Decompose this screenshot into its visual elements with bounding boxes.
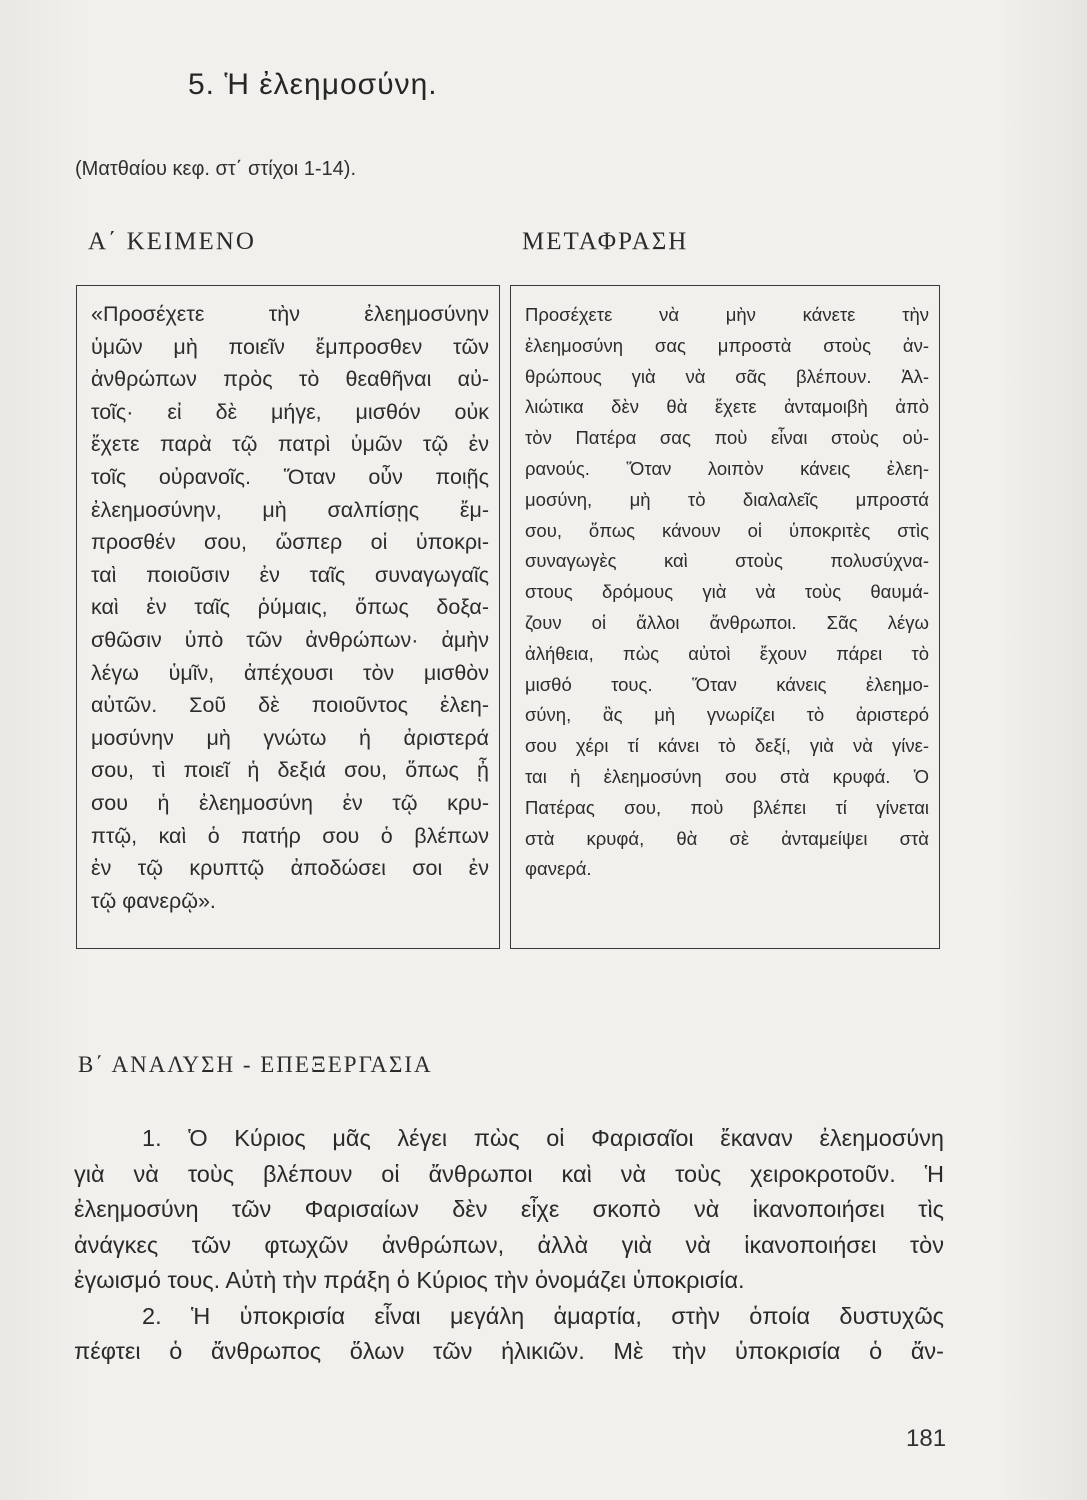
translation-line: ἀλήθεια, πὼς αὐτοὶ ἔχουν πάρει τὸ	[525, 642, 929, 664]
text-line: σου ἡ ἐλεημοσύνη ἐν τῷ κρυ-	[91, 790, 489, 815]
translation-line: λιώτικα δὲν θὰ ἔχετε ἀνταμοιβὴ ἀπὸ	[525, 396, 929, 418]
translation-line: ται ἡ ἐλεημοσύνη σου στὰ κρυφά. Ὁ	[525, 765, 929, 787]
analysis-line: ἐλεημοσύνη τῶν Φαρισαίων δὲν εἶχε σκοπὸ νὰ ἱκανοποιήσει τὶς	[74, 1196, 944, 1222]
original-text-box	[76, 285, 500, 949]
translation-line: σύνη, ἂς μὴ γνωρίζει τὸ ἀριστερό	[525, 704, 929, 726]
translation-line: μοσύνη, μὴ τὸ διαλαλεῖς μπροστά	[525, 488, 929, 510]
text-line: ἔχετε παρὰ τῷ πατρὶ ὑμῶν τῷ ἐν	[91, 432, 489, 457]
translation-line: στὰ κρυφά, θὰ σὲ ἀνταμείψει στὰ	[525, 827, 929, 849]
text-line: σθῶσιν ὑπὸ τῶν ἀνθρώπων· ἀμὴν	[91, 627, 489, 652]
analysis-heading: Β΄ ΑΝΑΛΥΣΗ - ΕΠΕΞΕΡΓΑΣΙΑ	[78, 1052, 433, 1077]
translation-box	[510, 285, 940, 949]
text-line: τοῖς· εἰ δὲ μήγε, μισθόν οὐκ	[91, 399, 489, 424]
text-line: ἐν τῷ κρυπτῷ ἀποδώσει σοι ἐν	[91, 856, 489, 881]
translation-line: σου χέρι τί κάνει τὸ δεξί, γιὰ νὰ γίνε-	[525, 735, 929, 757]
analysis-line: ἀνάγκες τῶν φτωχῶν ἀνθρώπων, ἀλλὰ γιὰ νὰ ἱκανοποιήσει τὸν	[74, 1231, 944, 1258]
translation-line: ζουν οἱ ἄλλοι ἄνθρωποι. Σᾶς λέγω	[525, 611, 929, 633]
text-line: σου, τὶ ποιεῖ ἡ δεξιά σου, ὅπως ᾖ	[91, 758, 489, 783]
translation-line: σου, ὅπως κάνουν οἱ ὑποκριτὲς στὶς	[525, 519, 929, 541]
analysis-body	[74, 1121, 944, 1370]
analysis-line: 2. Ἡ ὑποκρισία εἶναι μεγάλη ἁμαρτία, στὴν ὁποία δυστυχῶς	[142, 1302, 944, 1329]
translation-line: θρώπους γιὰ νὰ σᾶς βλέπουν. Ἀλ-	[525, 365, 929, 387]
translation-line: Προσέχετε νὰ μὴν κάνετε τὴν	[525, 304, 929, 325]
translation-line: ρανούς. Ὅταν λοιπὸν κάνεις ἐλεη-	[525, 457, 929, 479]
text-line: πτῷ, καὶ ὁ πατήρ σου ὁ βλέπων	[91, 823, 489, 848]
text-line: καὶ ἐν ταῖς ῥύμαις, ὅπως δοξα-	[91, 595, 489, 620]
text-line: ἀνθρώπων πρὸς τὸ θεαθῆναι αὐ-	[91, 367, 489, 392]
translation-column-heading: ΜΕΤΑΦΡΑΣΗ	[522, 228, 689, 255]
translation-line: συναγωγὲς καὶ στοὺς πολυσύχνα-	[525, 550, 929, 572]
text-column-heading: Α΄ ΚΕΙΜΕΝΟ	[88, 228, 256, 255]
translation-line: ἐλεημοσύνη σας μπροστὰ στοὺς ἀν-	[525, 334, 929, 356]
text-line: τῷ φανερῷ».	[91, 888, 216, 913]
translation-line: Πατέρας σου, ποὺ βλέπει τί γίνεται	[525, 796, 929, 818]
text-line: λέγω ὑμῖν, ἀπέχουσι τὸν μισθὸν	[91, 660, 489, 685]
translation-line: φανερά.	[525, 858, 592, 880]
analysis-line: ἐγωισμό τους. Αὐτὴ τὴν πράξη ὁ Κύριος τὴν ὀνομάζει ὑποκρισία.	[74, 1267, 745, 1293]
page-number: 181	[906, 1425, 947, 1452]
original-text-lines	[91, 298, 489, 917]
translation-line: μισθό τους. Ὅταν κάνεις ἐλεημο-	[525, 673, 929, 695]
scripture-reference: (Ματθαίου κεφ. στ΄ στίχοι 1-14).	[75, 158, 357, 180]
analysis-line: γιὰ νὰ τοὺς βλέπουν οἱ ἄνθρωποι καὶ νὰ τοὺς χειροκροτοῦν. Ἡ	[74, 1160, 944, 1187]
text-line: ἐλεημοσύνην, μὴ σαλπίσῃς ἔμ-	[91, 497, 489, 522]
text-line: αὐτῶν. Σοῦ δὲ ποιοῦντος ἐλεη-	[91, 693, 489, 718]
text-line: προσθέν σου, ὥσπερ οἱ ὑποκρι-	[91, 530, 489, 555]
translation-line: τὸν Πατέρα σας ποὺ εἶναι στοὺς οὐ-	[525, 427, 929, 449]
analysis-line: 1. Ὁ Κύριος μᾶς λέγει πὼς οἱ Φαρισαῖοι ἔκαναν ἐλεημοσύνη	[142, 1125, 944, 1151]
text-line: ταὶ ποιοῦσιν ἐν ταῖς συναγωγαῖς	[91, 562, 489, 587]
text-line: «Προσέχετε τὴν ἐλεημοσύνην	[91, 302, 489, 326]
chapter-title: 5. Ἡ ἐλεημοσύνη.	[188, 68, 438, 101]
translation-lines	[525, 300, 929, 885]
translation-line: στους δρόμους γιὰ νὰ τοὺς θαυμά-	[525, 581, 929, 603]
text-line: τοῖς οὐρανοῖς. Ὅταν οὖν ποιῇς	[91, 464, 489, 489]
text-line: ὑμῶν μὴ ποιεῖν ἔμπροσθεν τῶν	[91, 334, 489, 359]
text-line: μοσύνην μὴ γνώτω ἡ ἀριστερά	[91, 725, 489, 750]
analysis-line: πέφτει ὁ ἄνθρωπος ὅλων τῶν ἡλικιῶν. Μὲ τὴν ὑποκρισία ὁ ἄν-	[74, 1338, 944, 1364]
